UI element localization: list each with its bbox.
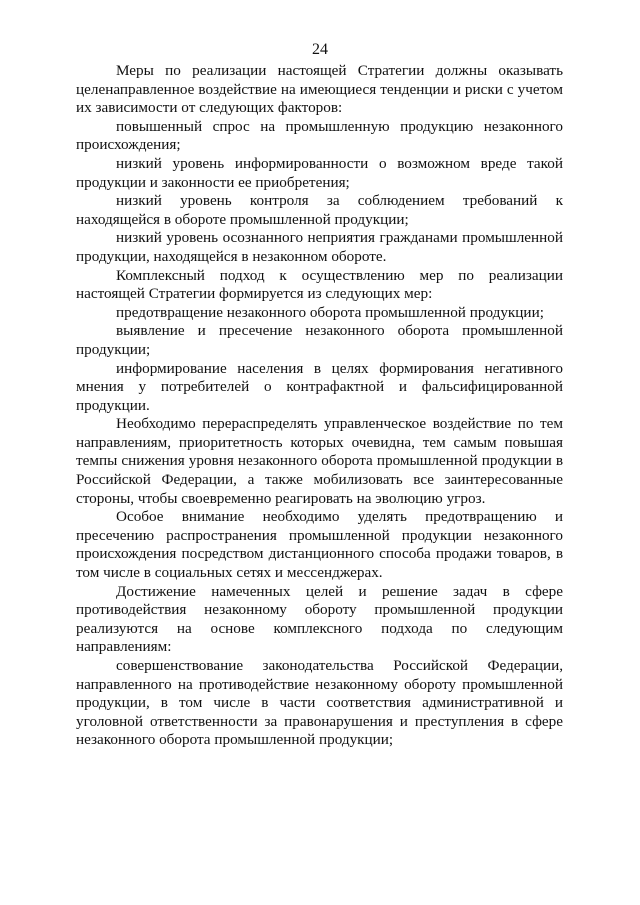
- document-body: [76, 62, 563, 750]
- paragraph-factor-awareness: низкий уровень информированности о возможном вреде такой продукции и законности ее приобретения;: [76, 154, 563, 191]
- page-number: 24: [312, 41, 328, 58]
- paragraph-goals-directions: Достижение намеченных целей и решение задач в сфере противодействия незаконному обороту промышленной продукции реализуются на основе комплексного подхода по следующим направлениям:: [76, 582, 563, 656]
- paragraph-remote-sales: Особое внимание необходимо уделять предотвращению и пресечению распространения промышленной продукции незаконного происхождения посредством дистанционного способа продажи товаров, в том числе в социальных сетях и мессенджерах.: [76, 508, 563, 582]
- paragraph-factor-rejection: низкий уровень осознанного неприятия гражданами промышленной продукции, находящейся в незаконном обороте.: [76, 229, 563, 265]
- paragraph-measure-informing: информирование населения в целях формирования негативного мнения у потребителей о контрафактной и фальсифицированной продукции.: [76, 359, 563, 414]
- paragraph-measure-prevention: предотвращение незаконного оборота промышленной продукции;: [116, 303, 544, 321]
- paragraph-legislation: совершенствование законодательства Российской Федерации, направленного на противодействие незаконному обороту промышленной продукции, в том числе в части соответствия административной и уголовной ответственности за правонарушения и преступления в сфере незаконного оборота промышленной продукции;: [76, 657, 563, 749]
- paragraph-complex-approach: Комплексный подход к осуществлению мер по реализации настоящей Стратегии формируется из следующих мер:: [76, 266, 563, 303]
- paragraph-redistribution: Необходимо перераспределять управленческое воздействие по тем направлениям, приоритетность которых очевидна, тем самым повышая темпы снижения уровня незаконного оборота промышленной продукции в Российской Федерации, а также мобилизовать все заинтересованные стороны, чтобы своевременно реагировать на эволюцию угроз.: [76, 415, 563, 507]
- paragraph-measures-intro: Меры по реализации настоящей Стратегии должны оказывать целенаправленное воздействие на имеющиеся тенденции и риски с учетом их зависимости от следующих факторов:: [76, 62, 563, 117]
- paragraph-factor-control: низкий уровень контроля за соблюдением требований к находящейся в обороте промышленной продукции;: [76, 192, 563, 228]
- paragraph-factor-demand: повышенный спрос на промышленную продукцию незаконного происхождения;: [76, 117, 563, 154]
- paragraph-measure-detection: выявление и пресечение незаконного оборота промышленной продукции;: [76, 322, 563, 358]
